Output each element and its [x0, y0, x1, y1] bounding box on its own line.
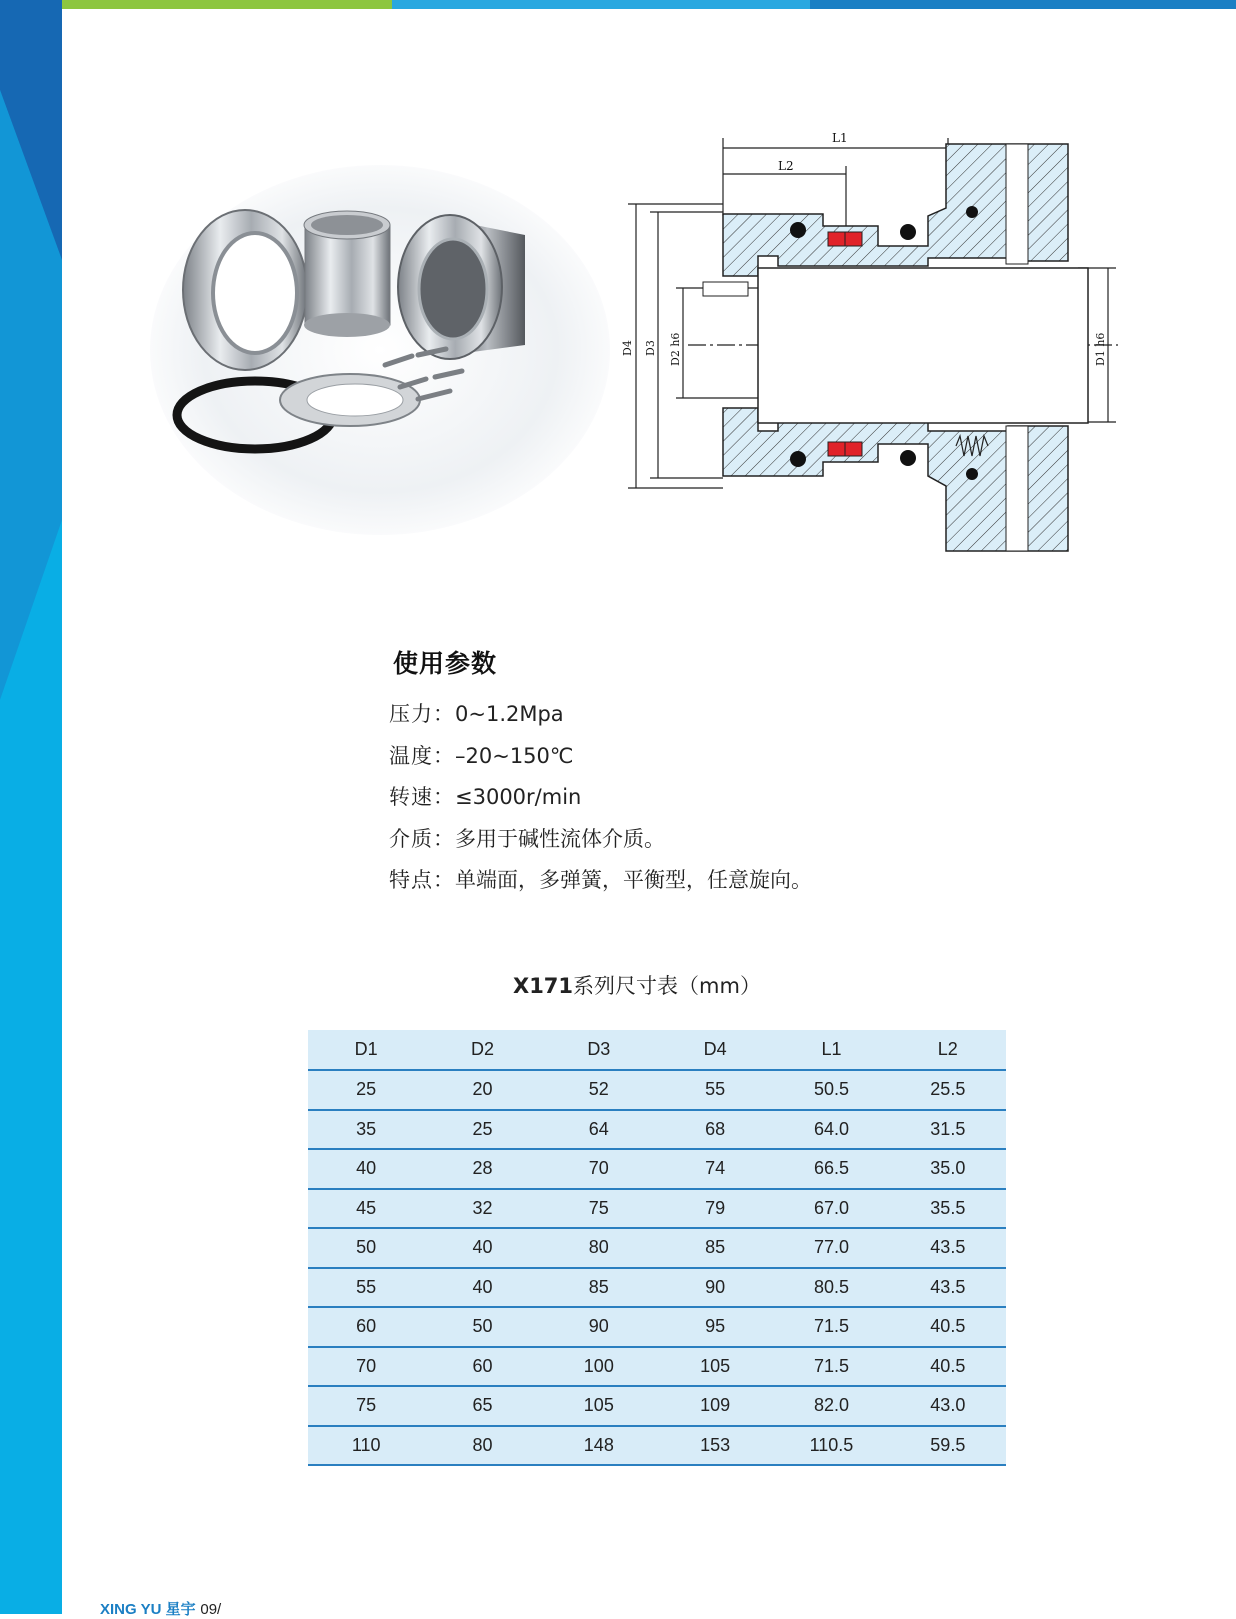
page-footer	[100, 1598, 221, 1619]
table-cell: 40	[308, 1149, 424, 1189]
table-cell: 100	[541, 1347, 657, 1387]
param-label: 压力：	[389, 702, 455, 726]
label-d2: D2 h6	[669, 332, 682, 366]
param-features	[389, 864, 812, 906]
table-cell: 70	[308, 1347, 424, 1387]
table-cell: 55	[657, 1070, 773, 1110]
table-row	[308, 1110, 1006, 1150]
footer-brand-logo: XING YU 星宇	[100, 1601, 196, 1618]
table-cell: 60	[308, 1307, 424, 1347]
table-row	[308, 1307, 1006, 1347]
table-cell: 153	[657, 1426, 773, 1466]
table-cell: 43.5	[890, 1228, 1006, 1268]
table-cell: 20	[424, 1070, 540, 1110]
param-speed	[389, 781, 812, 823]
strip-blue-segment	[810, 0, 1236, 9]
table-cell: 40	[424, 1268, 540, 1308]
table-cell: 80	[541, 1228, 657, 1268]
table-cell: 110	[308, 1426, 424, 1466]
table-cell: 45	[308, 1189, 424, 1229]
table-cell: 64	[541, 1110, 657, 1150]
page-number: 09/	[200, 1601, 222, 1618]
table-cell: 52	[541, 1070, 657, 1110]
table-cell: 77.0	[773, 1228, 889, 1268]
table-cell: 28	[424, 1149, 540, 1189]
column-header: D1	[308, 1030, 424, 1070]
table-row	[308, 1149, 1006, 1189]
table-cell: 43.0	[890, 1386, 1006, 1426]
table-cell: 55	[308, 1268, 424, 1308]
label-l2: L2	[778, 159, 794, 173]
param-temperature	[389, 740, 812, 782]
param-value: ≤3000r/min	[455, 785, 582, 809]
table-cell: 80.5	[773, 1268, 889, 1308]
cross-section-drawing	[621, 126, 1168, 576]
product-photo	[150, 165, 610, 535]
param-label: 转速：	[389, 785, 455, 809]
table-cell: 40	[424, 1228, 540, 1268]
table-cell: 60	[424, 1347, 540, 1387]
param-value: 0~1.2Mpa	[455, 702, 564, 726]
table-cell: 67.0	[773, 1189, 889, 1229]
dimension-table	[308, 1030, 1006, 1466]
table-cell: 95	[657, 1307, 773, 1347]
table-cell: 32	[424, 1189, 540, 1229]
table-cell: 82.0	[773, 1386, 889, 1426]
table-cell: 79	[657, 1189, 773, 1229]
table-cell: 71.5	[773, 1347, 889, 1387]
table-cell: 66.5	[773, 1149, 889, 1189]
table-cell: 43.5	[890, 1268, 1006, 1308]
label-d1: D1 h6	[1094, 332, 1107, 366]
table-cell: 50.5	[773, 1070, 889, 1110]
strip-green-segment	[60, 0, 392, 9]
table-cell: 75	[541, 1189, 657, 1229]
param-label: 特点：	[389, 868, 455, 892]
table-cell: 35	[308, 1110, 424, 1150]
table-row	[308, 1426, 1006, 1466]
table-cell: 80	[424, 1426, 540, 1466]
column-header: D3	[541, 1030, 657, 1070]
top-color-strip	[60, 0, 1236, 9]
table-cell: 40.5	[890, 1307, 1006, 1347]
table-cell: 109	[657, 1386, 773, 1426]
table-cell: 25	[424, 1110, 540, 1150]
table-cell: 59.5	[890, 1426, 1006, 1466]
params-list	[389, 698, 812, 906]
table-cell: 110.5	[773, 1426, 889, 1466]
table-cell: 64.0	[773, 1110, 889, 1150]
table-header-row	[308, 1030, 1006, 1070]
table-cell: 105	[657, 1347, 773, 1387]
table-cell: 50	[308, 1228, 424, 1268]
table-cell: 35.5	[890, 1189, 1006, 1229]
param-medium	[389, 823, 812, 865]
label-d3: D3	[644, 340, 657, 356]
table-cell: 148	[541, 1426, 657, 1466]
table-row	[308, 1268, 1006, 1308]
table-title	[513, 970, 761, 1000]
left-decorative-band	[0, 0, 62, 1614]
table-cell: 90	[541, 1307, 657, 1347]
table-cell: 90	[657, 1268, 773, 1308]
table-row	[308, 1386, 1006, 1426]
table-cell: 71.5	[773, 1307, 889, 1347]
table-cell: 40.5	[890, 1347, 1006, 1387]
params-title: 使用参数	[393, 649, 498, 678]
table-row	[308, 1070, 1006, 1110]
table-cell: 25	[308, 1070, 424, 1110]
strip-light-blue-segment	[392, 0, 810, 9]
param-value: 多用于碱性流体介质。	[455, 826, 665, 851]
column-header: L2	[890, 1030, 1006, 1070]
label-l1: L1	[832, 131, 848, 145]
table-cell: 75	[308, 1386, 424, 1426]
table-row	[308, 1189, 1006, 1229]
table-cell: 35.0	[890, 1149, 1006, 1189]
table-cell: 31.5	[890, 1110, 1006, 1150]
param-value: 单端面，多弹簧，平衡型，任意旋向。	[455, 868, 812, 892]
param-value: –20~150℃	[455, 743, 574, 768]
column-header: D4	[657, 1030, 773, 1070]
table-cell: 105	[541, 1386, 657, 1426]
table-cell: 85	[657, 1228, 773, 1268]
param-pressure	[389, 698, 812, 740]
label-d4: D4	[621, 340, 634, 356]
table-row	[308, 1228, 1006, 1268]
table-cell: 74	[657, 1149, 773, 1189]
table-cell: 68	[657, 1110, 773, 1150]
column-header: L1	[773, 1030, 889, 1070]
table-cell: 70	[541, 1149, 657, 1189]
table-cell: 50	[424, 1307, 540, 1347]
table-title-rest: 系列尺寸表（mm）	[573, 974, 761, 998]
table-cell: 85	[541, 1268, 657, 1308]
param-label: 介质：	[389, 826, 455, 851]
column-header: D2	[424, 1030, 540, 1070]
table-row	[308, 1347, 1006, 1387]
param-label: 温度：	[389, 743, 455, 768]
table-cell: 25.5	[890, 1070, 1006, 1110]
table-title-model: X171	[513, 974, 574, 998]
table-cell: 65	[424, 1386, 540, 1426]
